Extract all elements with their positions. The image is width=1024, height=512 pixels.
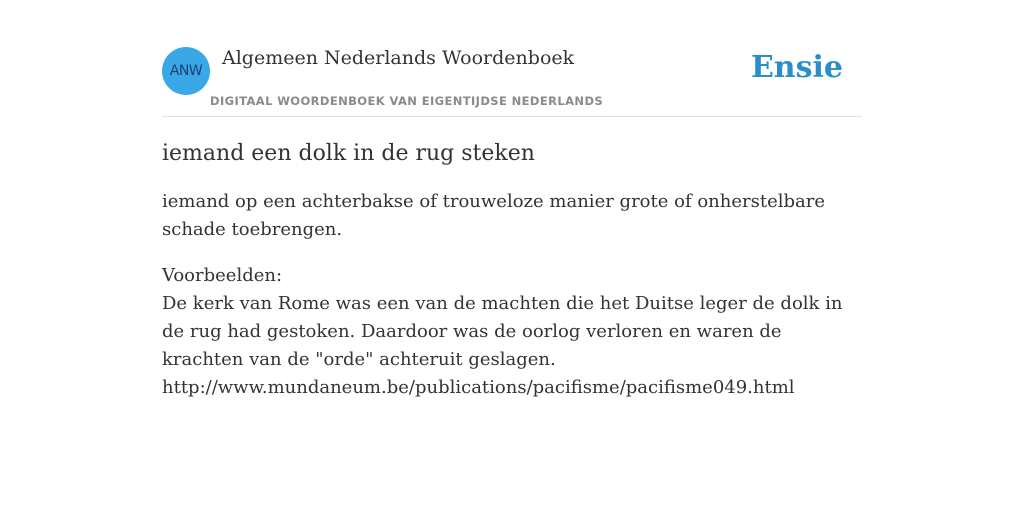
entry-title: iemand een dolk in de rug steken [162,141,535,166]
entry-definition: iemand op een achterbakse of trouweloze manier grote of onherstelbare schade toebrengen. [162,191,826,240]
examples-section [162,262,862,402]
header [162,44,862,117]
logo-text: ANW [169,63,203,79]
site-subtitle: DIGITAAL WOORDENBOEK VAN EIGENTIJDSE NEDERLANDS [210,94,604,108]
page [162,0,862,402]
ensie-logo[interactable]: Ensie [750,50,843,85]
example-source-link[interactable]: http://www.mundaneum.be/publications/pacifisme/pacifisme049.html [162,377,795,398]
anw-logo[interactable] [162,47,210,95]
examples-label: Voorbeelden: [162,265,283,286]
site-title[interactable]: Algemeen Nederlands Woordenboek [222,47,575,69]
example-text: De kerk van Rome was een van de machten die het Duitse leger de dolk in de rug had gestoken. Daardoor was de oorlog verloren en waren de krachten van de "orde" achteruit geslagen. [162,293,843,370]
